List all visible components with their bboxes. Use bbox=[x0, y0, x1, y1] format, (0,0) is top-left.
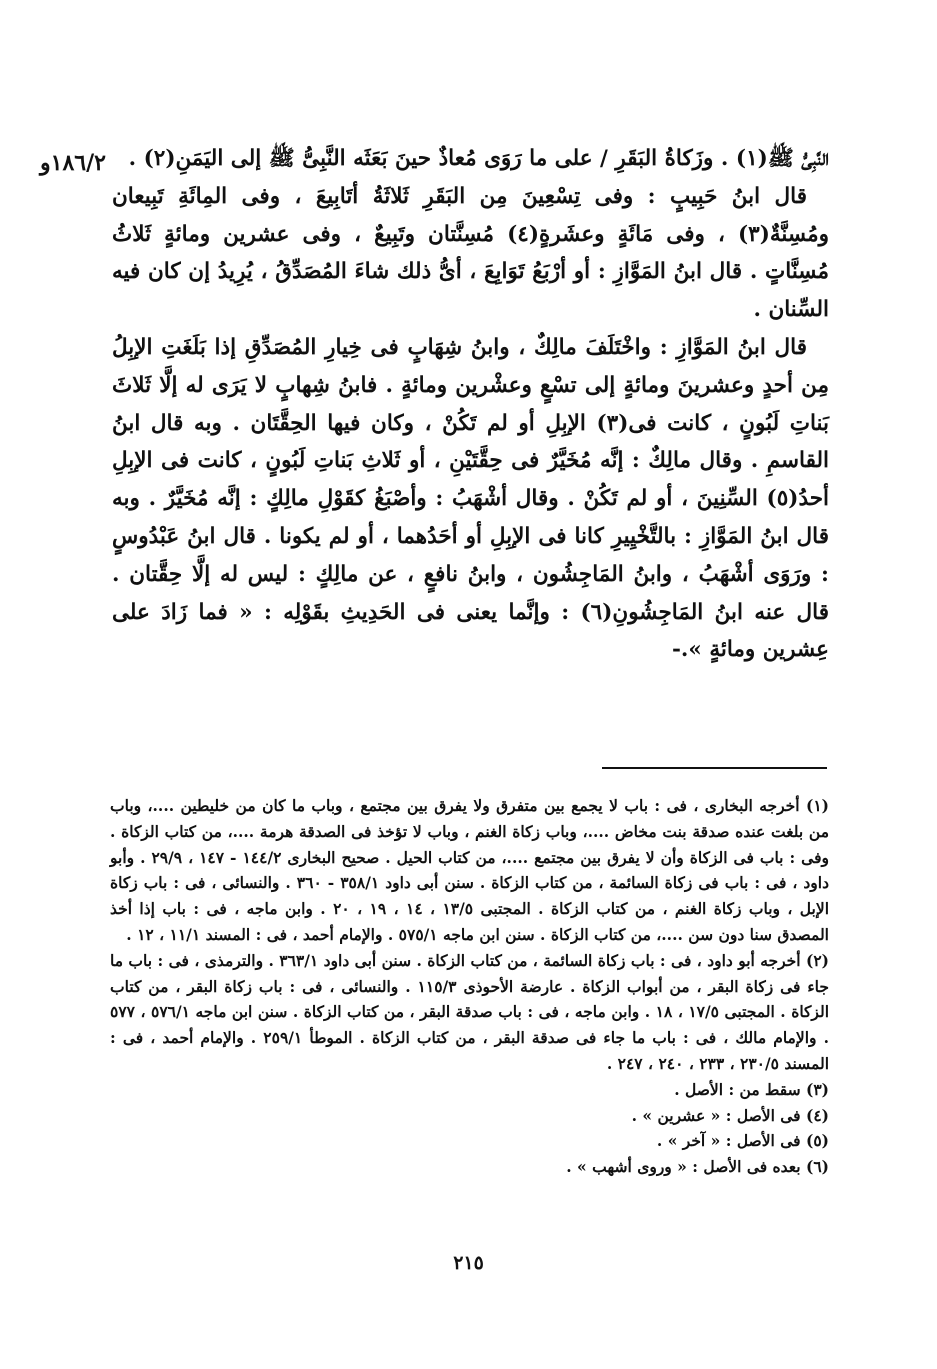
footnote: (٣) سقط من : الأصل . bbox=[674, 1079, 829, 1099]
footnote: (٢) أخرجه أبو داود ، فى : باب زكاة السائمة ، من كتاب الزكاة . سنن أبى داود ٣٦٣/١ . والترمذى ، فى : باب ما جاء فى زكاة البقر ، من أبواب الزكاة . عارضة الأحوذى ١١٥/٣ . والنسائى ، فى : باب زكاة البقر ، من كتاب الزكاة . المجتبى ١٧/٥ ، ١٨ . وابن ماجه ، فى : باب صدقة البقر ، من كتاب الزكاة . سنن ابن ماجه ٥٧٦/١ ، ٥٧٧ . والإمام مالك ، فى : باب ما جاء فى صدقة البقر ، من كتاب الزكاة . الموطأ ٢٥٩/١ . والإمام أحمد ، فى : المسند ٢٣٠/٥ ، ٢٣٣ ، ٢٤٠ ، ٢٤٧ . bbox=[110, 950, 830, 1073]
footnotes bbox=[110, 793, 829, 1180]
main-paragraph: قال ابنُ المَوَّازِ : واخْتَلَفَ مالِكٌ ، وابنُ شِهَابٍ فى خِيارِ المُصَدِّقِ إذا بَلَغَتِ الإبِلُ مِن أحدٍ وعشرينَ ومائةٍ إلى تسْعٍ وعشْرين ومائةٍ . فابنُ شِهابٍ لا يَرَى له إلَّا ثَلاثَ بَناتِ لَبُونٍ ، كانت فى(٣) الإبِلِ أو لم تَكُنْ ، وكان فيها الحِقَّتَان . وبه قال ابنُ القاسمِ . وقال مالِكٌ : إنَّه مُخَيَّرٌ فى حِقَّتَيْنِ ، أو ثَلاثِ بَناتِ لَبُونٍ ، كانت فى الإبِلِ أحدُ(٥) السِّنِينَ ، أو لم تَكُنْ . وقال أشْهَبُ : وأصْبَغُ كقَوْلِ مالِكٍ : إنَّه مُخَيَّرٌ . وبه قال ابنُ المَوَّازِ : بالتَّخْيِيرِ كانا فى الإبِلِ أو أحَدُهما ، أو لم يكونا . قال ابنُ عَبْدُوسٍ : ورَوَى أشْهَبُ ، وابنُ المَاجِشُون ، وابنُ نافعٍ ، عن مالِكٍ : ليس له إلَّا حِقَّتان . قال عنه ابنُ المَاجِشُونِ(٦) : وإنَّما يعنى فى الحَدِيثِ بقَوْلِه : « فما زَادَ على عِشرين ومائةٍ ».- bbox=[112, 334, 829, 663]
main-text bbox=[112, 140, 829, 669]
footnote: (٤) فى الأصل : « عشرين » . bbox=[631, 1105, 829, 1125]
footnote: (٥) فى الأصل : « آخر » . bbox=[656, 1131, 829, 1151]
margin-folio-note: ١٨٦/٢و bbox=[40, 150, 106, 176]
main-paragraph: قال ابنُ حَبِيبٍ : وفى تِسْعِينَ مِن البَقَرِ ثَلاثَةُ أتَابِيعَ ، وفى المِائَةِ تَبِيعان ومُسِنَّةٌ(٣) ، وفى مَائَةٍ وعشَرةٍ(٤) مُسِنَّتان وتَبِيعٌ ، وفى عشرين ومائةٍ ثَلاثُ مُسِنَّاتٍ . قال ابنُ المَوَّازِ : أو أرْبَعُ تَوَابِعَ ، أىُّ ذلك شاءَ المُصَدِّقُ ، يُرِيدُ إن كان فيه السِّنان . bbox=[112, 183, 830, 323]
main-paragraph: النَّبِىُّ ﷺ(١) . وزَكاةُ البَقَرِ / على ما رَوَى مُعاذٌ حينَ بَعَثَه النَّبِىُّ ﷺ إلى اليَمَنِ(٢) . bbox=[128, 146, 829, 171]
page-number: ٢١٥ bbox=[453, 1252, 484, 1274]
footnote-separator bbox=[602, 767, 827, 769]
footnote: (٦) بعده فى الأصل : « وروى أشهب » . bbox=[566, 1157, 829, 1177]
footnote: (١) أخرجه البخارى ، فى : باب لا يجمع بين متفرق ولا يفرق بين مجتمع ، وباب ما كان من خليطين ....، وباب من بلغت عنده صدقة بنت مخاض ....، وباب زكاة الغنم ، وباب لا تؤخذ فى الصدقة هرمة ....، من كتاب الزكاة . وفى : باب فى الزكاة وأن لا يفرق بين مجتمع ....، من كتاب الحيل . صحيح البخارى ١٤٤/٢ - ١٤٧ ، ٢٩/٩ . وأبو داود ، فى : باب فى زكاة السائمة ، من كتاب الزكاة . سنن أبى داود ٣٥٨/١ - ٣٦٠ . والنسائى ، فى : باب زكاة الإبل ، وباب زكاة الغنم ، من كتاب الزكاة . المجتبى ١٣/٥ ، ١٤ ، ١٩ ، ٢٠ . وابن ماجه ، فى : باب إذا أخذ المصدق سنا دون سن ....، من كتاب الزكاة . سنن ابن ماجه ٥٧٥/١ . والإمام أحمد ، فى : المسند ١١/١ ، ١٢ . bbox=[110, 796, 830, 944]
